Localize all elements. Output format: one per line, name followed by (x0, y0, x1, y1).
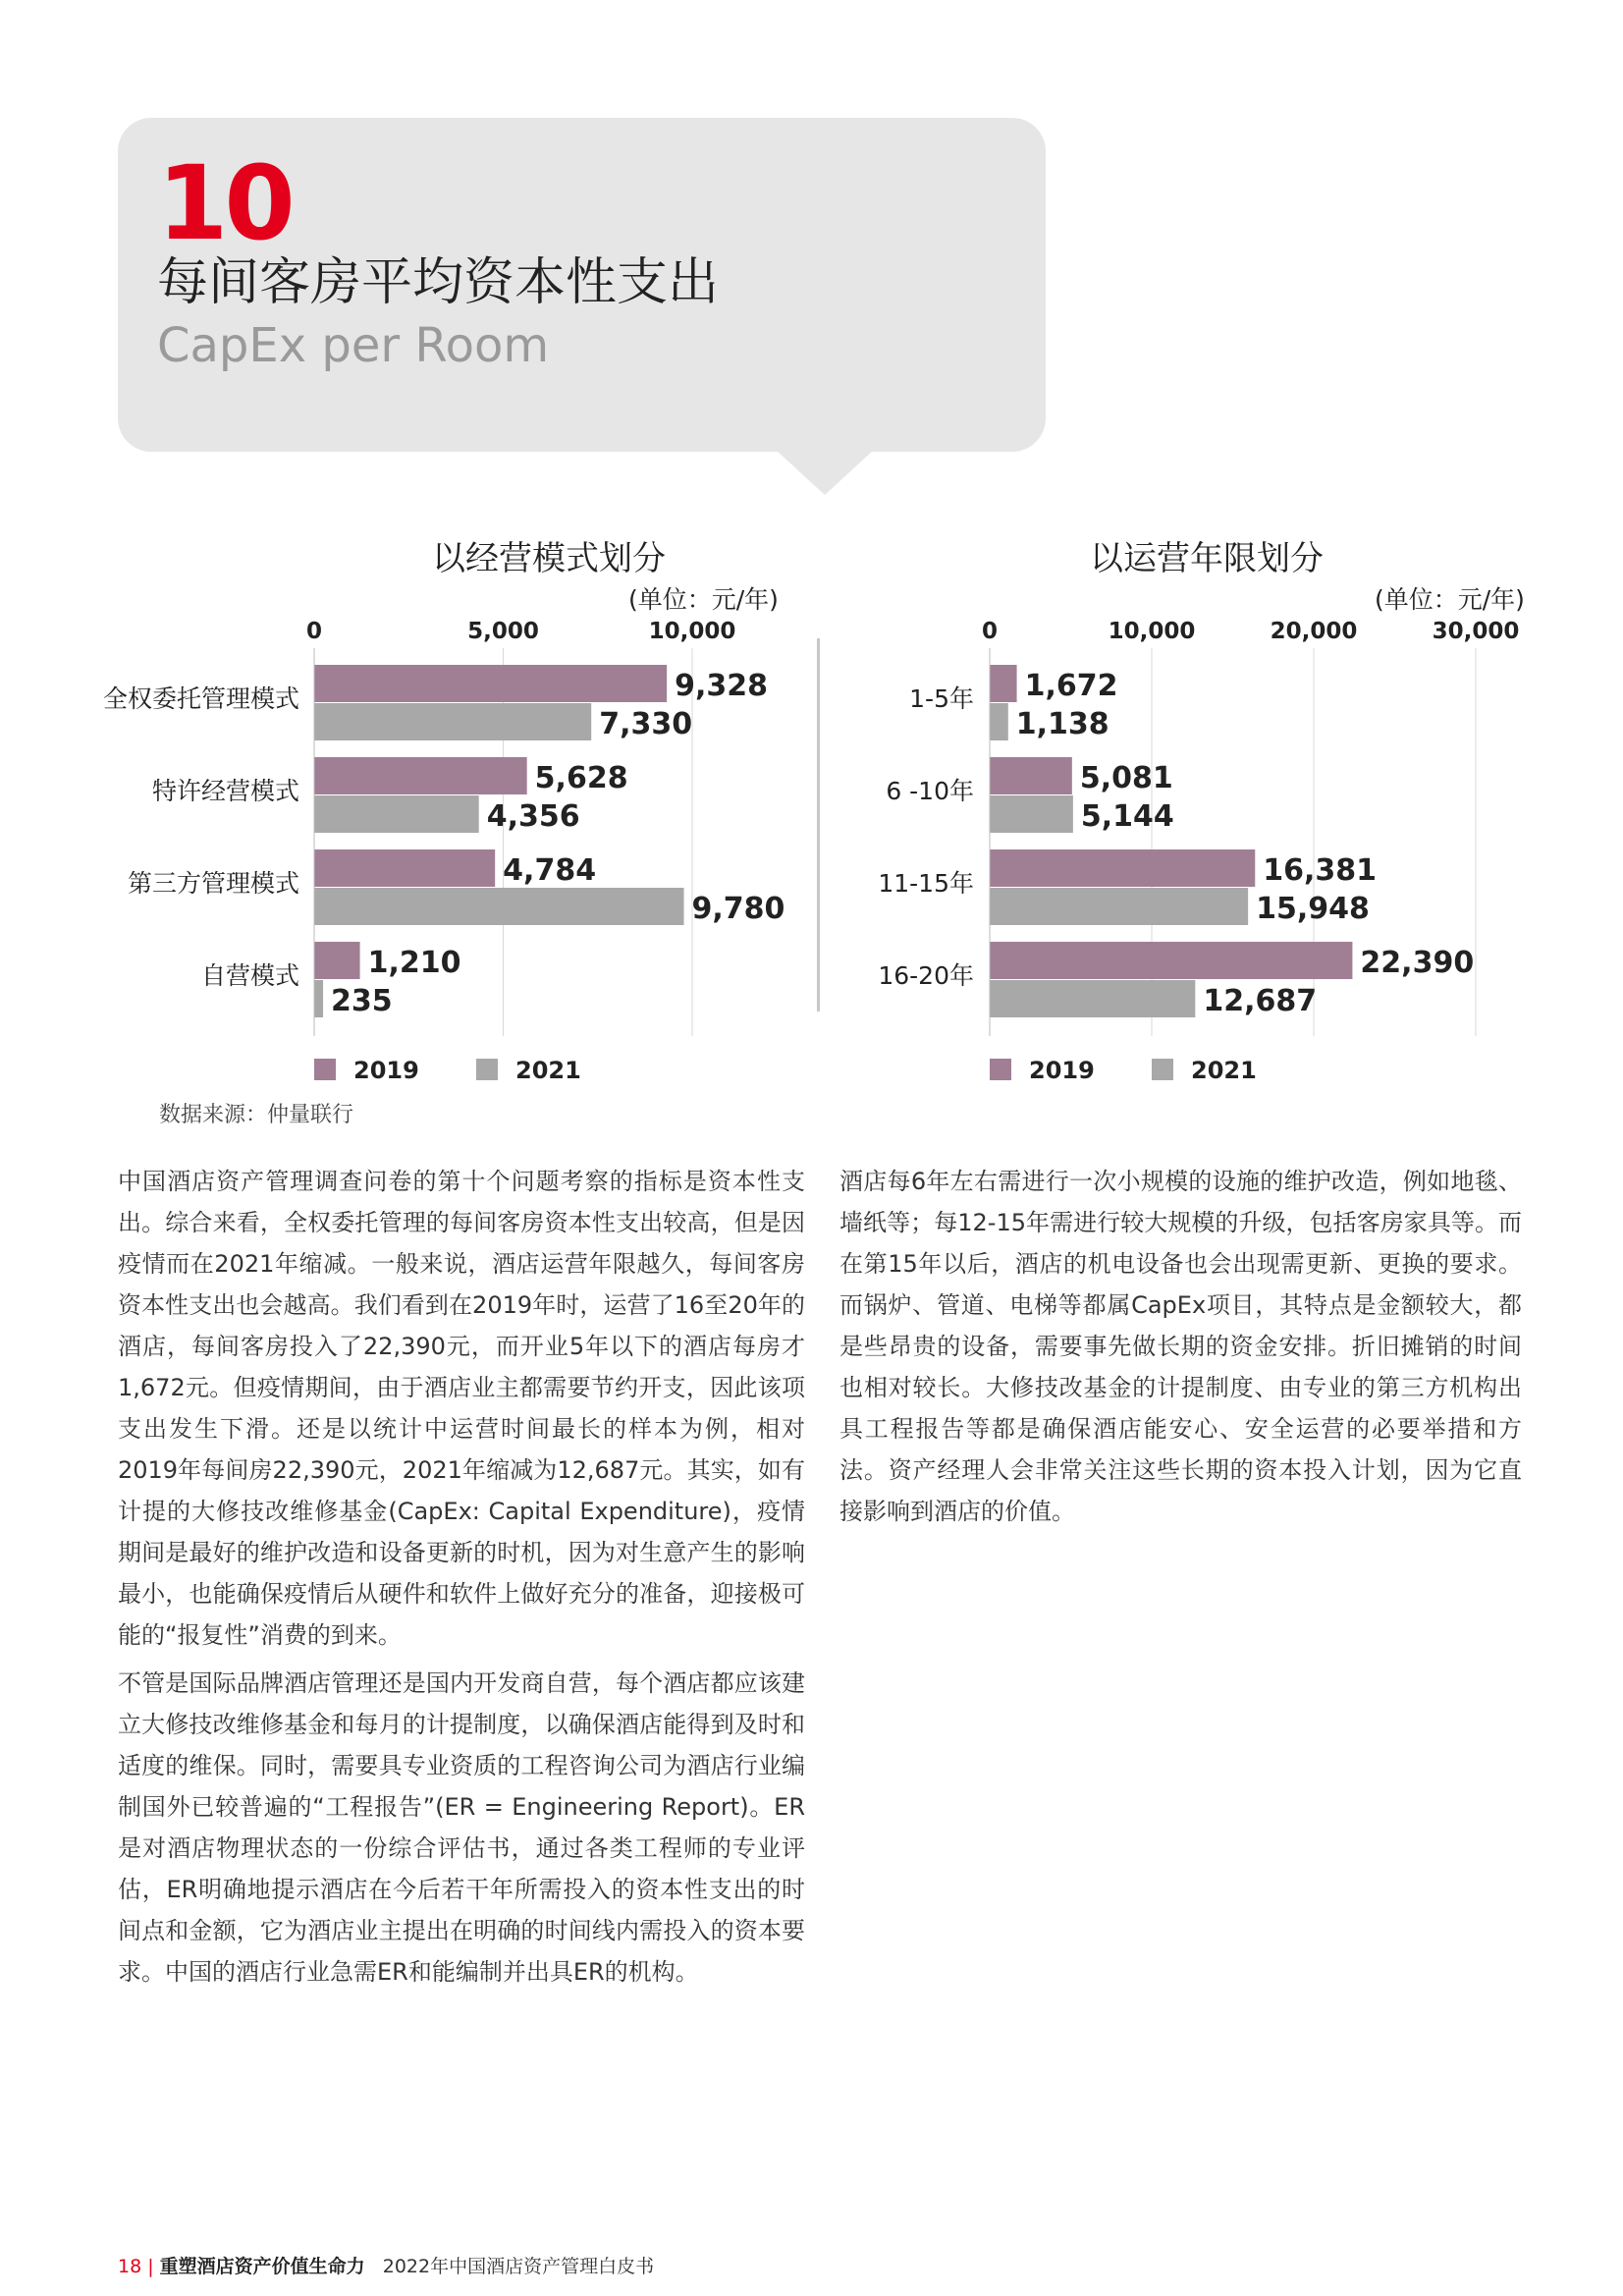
chart-mode-title: 以经营模式划分 (432, 539, 666, 578)
chart-divider (817, 638, 820, 1011)
data-label: 15,948 (1256, 892, 1370, 926)
bar-2019 (990, 849, 1255, 887)
data-label: 1,210 (367, 946, 461, 980)
footer-section: 重塑酒店资产价值生命力 (159, 2256, 365, 2277)
x-tick-label: 30,000 (1432, 619, 1520, 644)
body-left-column (118, 1161, 805, 1999)
footer-separator: | (147, 2256, 154, 2277)
bar-2021 (314, 703, 591, 740)
data-label: 22,390 (1360, 946, 1475, 980)
bar-2019 (314, 942, 360, 979)
legend-label: 2021 (1191, 1057, 1257, 1084)
legend-swatch-2021 (476, 1059, 498, 1080)
page-number: 18 (118, 2256, 142, 2277)
paragraph: 中国酒店资产管理调查问卷的第十个问题考察的指标是资本性支出。综合来看，全权委托管理的每间客房资本性支出较高，但是因疫情而在2021年缩减。一般来说，酒店运营年限越久，每间客房资本性支出也会越高。我们看到在2019年时，运营了16至20年的酒店，每间客房投入了22,390元，而开业5年以下的酒店每房才1,672元。但疫情期间，由于酒店业主都需要节约开支，因此该项支出发生下滑。还是以统计中运营时间最长的样本为例，相对2019年每间房22,390元，2021年缩减为12,687元。其实，如有计提的大修技改维修基金(CapEx: Capital Expenditure)，疫情期间是最好的维护改造和设备更新的时机，因为对生意产生的影响最小，也能确保疫情后从硬件和软件上做好充分的准备，迎接极可能的“报复性”消费的到来。 (118, 1168, 805, 1649)
x-tick-label: 0 (981, 619, 999, 644)
data-label: 12,687 (1203, 984, 1318, 1018)
legend-label: 2019 (353, 1057, 419, 1084)
data-label: 1,672 (1024, 669, 1118, 703)
data-label: 1,138 (1015, 707, 1109, 741)
bar-2021 (990, 703, 1008, 740)
legend-swatch-2021 (1152, 1059, 1173, 1080)
header-pointer (776, 450, 874, 495)
category-label: 16-20年 (878, 961, 974, 990)
legend-swatch-2019 (314, 1059, 336, 1080)
data-label: 9,328 (675, 669, 769, 703)
section-title-cn: 每间客房平均资本性支出 (157, 253, 720, 312)
paragraph: 酒店每6年左右需进行一次小规模的设施的维护改造，例如地毯、墙纸等；每12-15年需进行较大规模的升级，包括客房家具等。而在第15年以后，酒店的机电设备也会出现需更新、更换的要求。而锅炉、管道、电梯等都属CapEx项目，其特点是金额较大，都是些昂贵的设备，需要事先做长期的资金安排。折旧摊销的时间也相对较长。大修技改基金的计提制度、由专业的第三方机构出具工程报告等都是确保酒店能安心、安全运营的必要举措和方法。资产经理人会非常关注这些长期的资本投入计划，因为它直接影响到酒店的价值。 (839, 1168, 1522, 1525)
chart-years-unit: (单位：元/年) (1375, 585, 1525, 614)
chart-by-mode (0, 609, 815, 1159)
x-tick-label: 10,000 (648, 619, 736, 644)
page-footer (118, 2252, 654, 2278)
category-label: 全权委托管理模式 (102, 684, 299, 713)
category-label: 自营模式 (200, 961, 299, 990)
x-tick-label: 10,000 (1108, 619, 1196, 644)
chart-years-title: 以运营年限划分 (1090, 539, 1324, 578)
bar-2019 (314, 665, 667, 702)
paragraph: 不管是国际品牌酒店管理还是国内开发商自营，每个酒店都应该建立大修技改维修基金和每月的计提制度，以确保酒店能得到及时和适度的维保。同时，需要具专业资质的工程咨询公司为酒店行业编制国外已较普遍的“工程报告”(ER = Engineering Report)。ER是对酒店物理状态的一份综合评估书，通过各类工程师的专业评估，ER明确地提示酒店在今后若干年所需投入的资本性支出的时间点和金额，它为酒店业主提出在明确的时间线内需投入的资本要求。中国的酒店行业急需ER和能编制并出具ER的机构。 (118, 1669, 805, 1986)
category-label: 第三方管理模式 (127, 869, 299, 898)
legend-swatch-2019 (990, 1059, 1011, 1080)
section-number: 10 (157, 143, 292, 263)
bar-2021 (314, 980, 323, 1017)
bar-2019 (990, 942, 1352, 979)
chart-by-years (825, 609, 1610, 1159)
section-title-en: CapEx per Room (157, 318, 550, 373)
bar-2019 (314, 849, 495, 887)
data-label: 5,081 (1079, 761, 1173, 795)
bar-2021 (990, 980, 1195, 1017)
bar-2019 (314, 757, 527, 794)
data-label: 4,356 (486, 799, 580, 834)
data-label: 16,381 (1263, 853, 1378, 888)
bar-2021 (314, 888, 684, 925)
category-label: 特许经营模式 (151, 777, 299, 805)
data-label: 5,144 (1080, 799, 1174, 834)
chart-mode-unit: (单位：元/年) (628, 585, 779, 614)
data-label: 7,330 (599, 707, 693, 741)
data-label: 235 (331, 984, 393, 1018)
footer-publication: 2022年中国酒店资产管理白皮书 (382, 2256, 655, 2277)
category-label: 1-5年 (909, 684, 974, 713)
category-label: 6 -10年 (886, 777, 974, 805)
legend-label: 2019 (1029, 1057, 1095, 1084)
data-label: 4,784 (503, 853, 597, 888)
bar-2019 (990, 757, 1072, 794)
data-label: 5,628 (534, 761, 628, 795)
bar-2021 (990, 888, 1248, 925)
bar-2021 (314, 795, 479, 833)
x-tick-label: 20,000 (1270, 619, 1358, 644)
bar-2019 (990, 665, 1017, 702)
x-tick-label: 0 (305, 619, 323, 644)
data-label: 9,780 (691, 892, 785, 926)
bar-2021 (990, 795, 1073, 833)
legend-label: 2021 (515, 1057, 581, 1084)
body-right-column (839, 1161, 1522, 1539)
category-label: 11-15年 (878, 869, 974, 898)
x-tick-label: 5,000 (467, 619, 539, 644)
data-source: 数据来源：仲量联行 (159, 1103, 354, 1127)
